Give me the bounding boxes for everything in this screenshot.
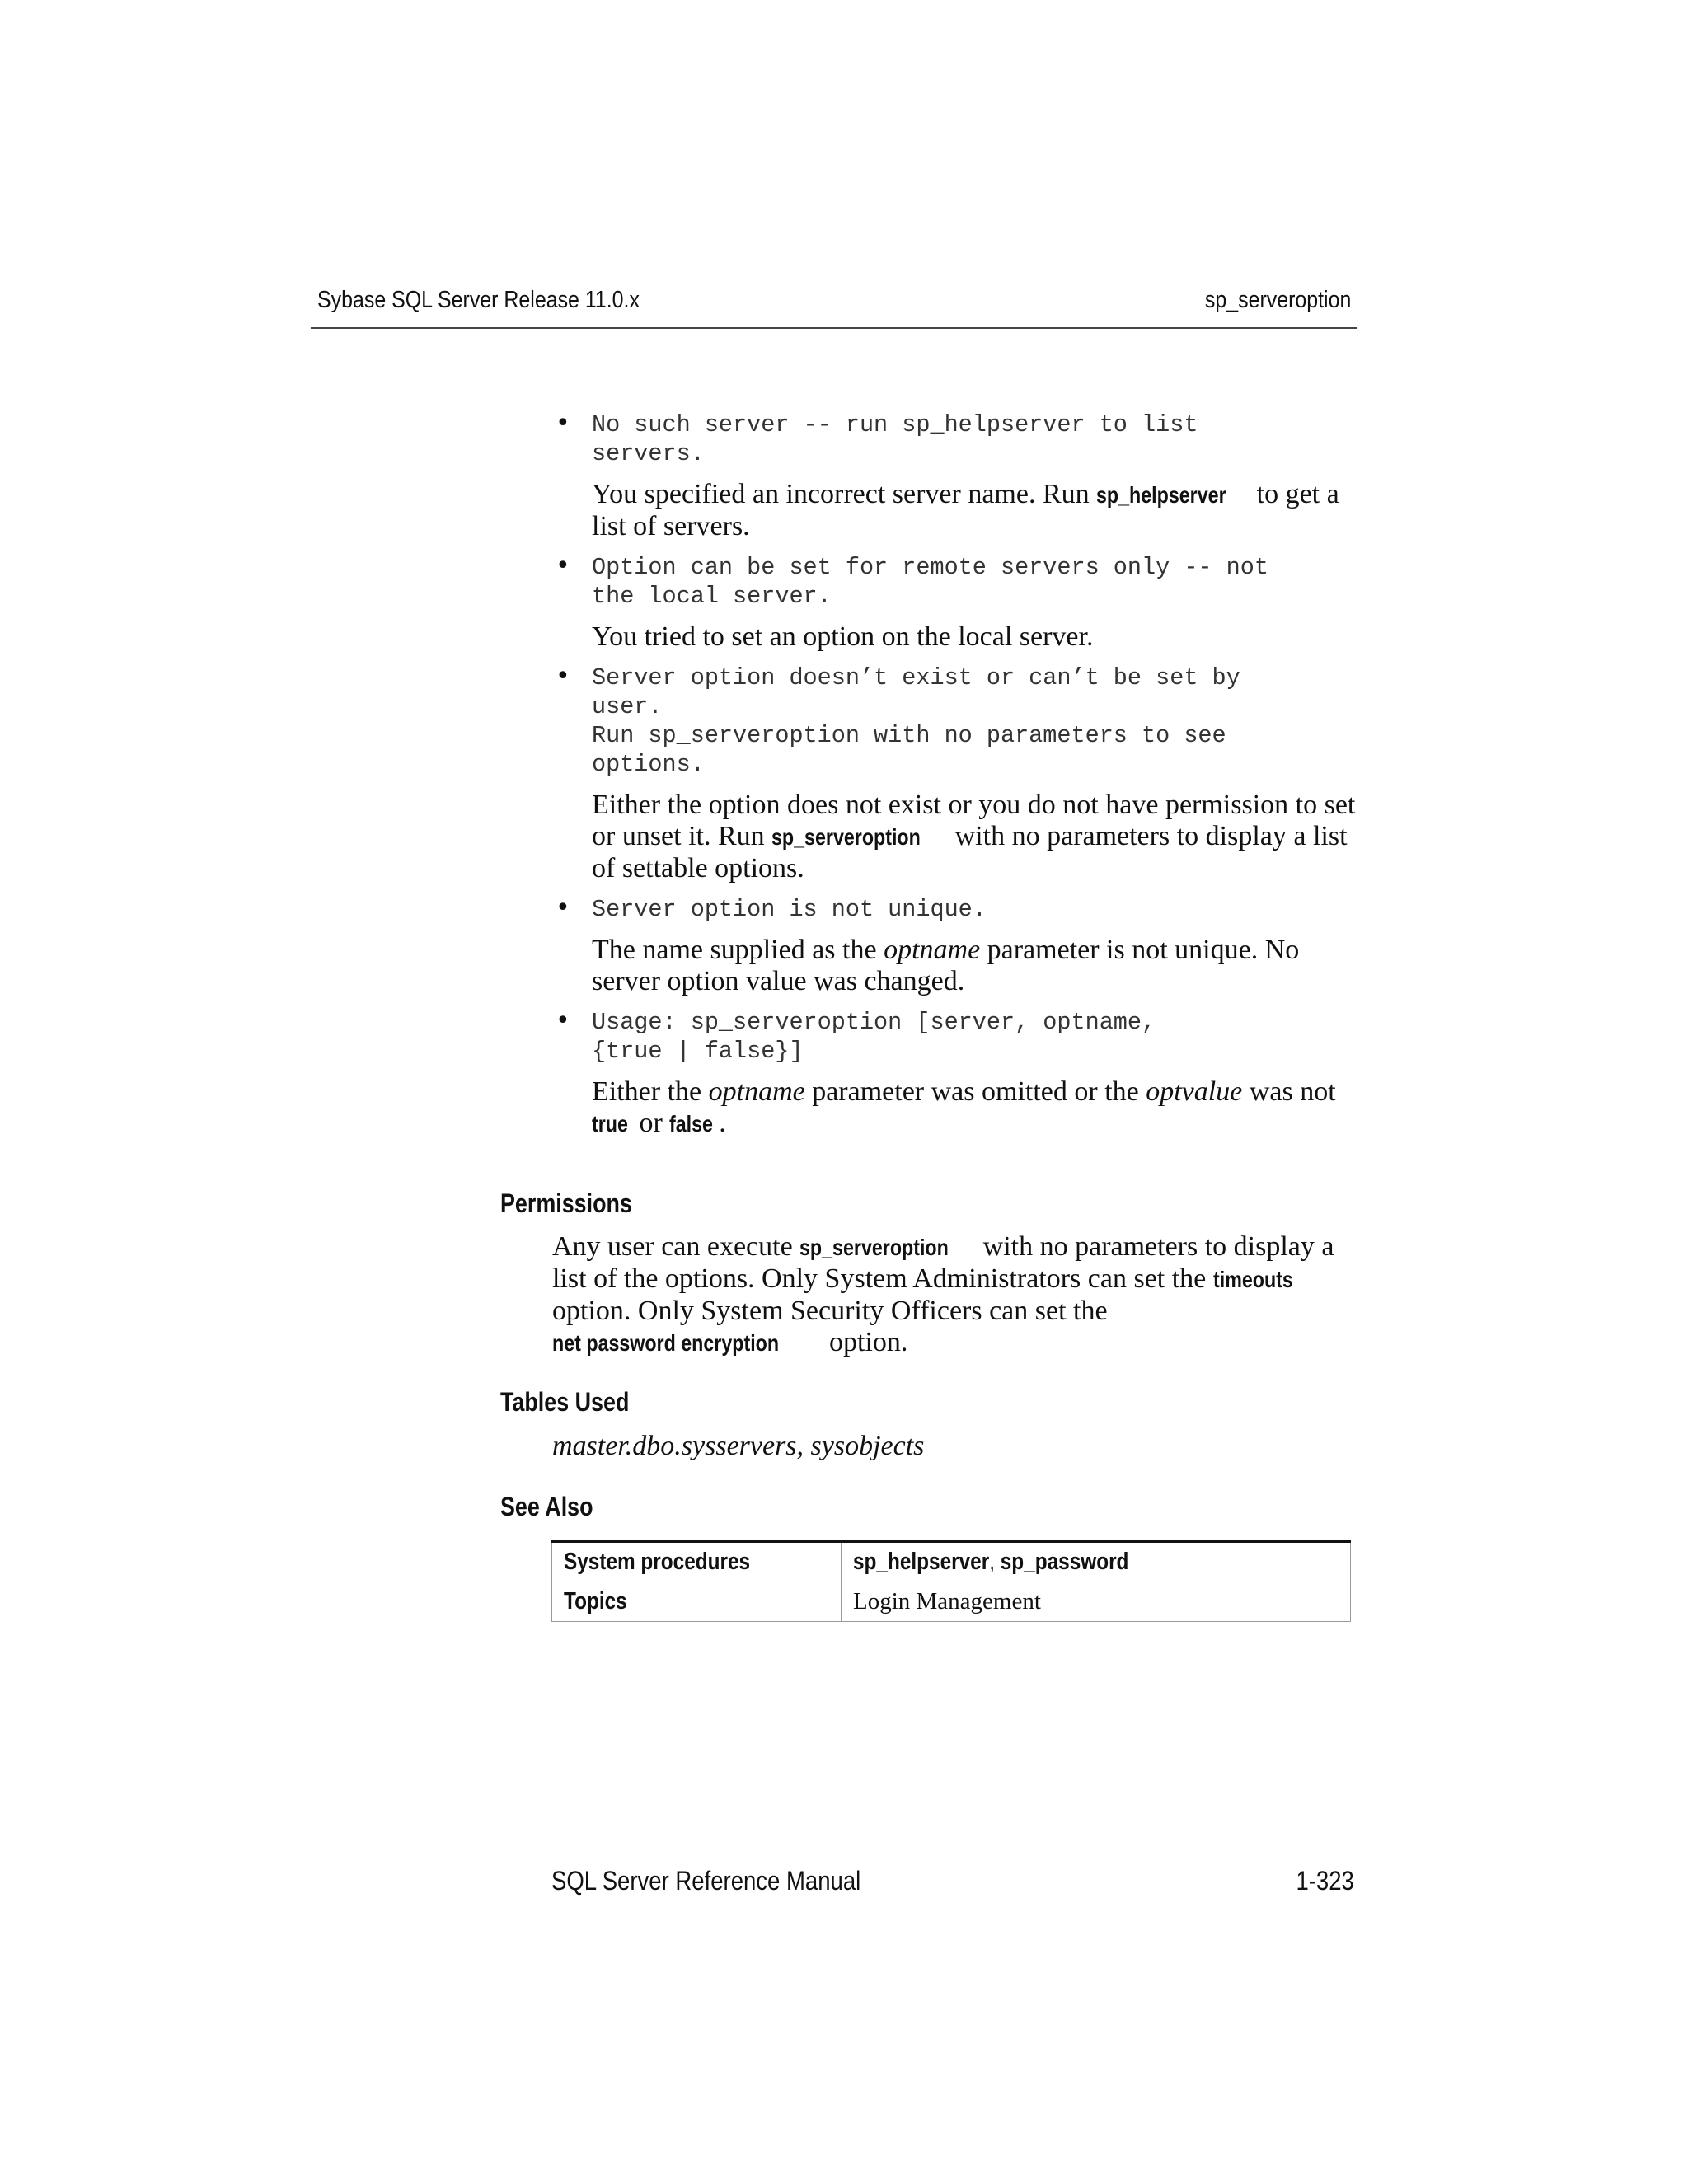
error-message-description: Either the optname parameter was omitted or the optvalue was not true or false . [592,1076,1336,1138]
error-message-code: No such server -- run sp_helpserver to list servers. [592,411,1198,467]
list-item [552,1008,1360,1140]
permissions-text: Any user can execute sp_serveroption with no parameters to display a list of the options. Only System Administrators can set the timeouts option. Only System Security Officers can set the net password encryption option. [552,1231,1334,1357]
error-message-description: Either the option does not exist or you do not have permission to set or unset it. Run sp_serveroption with no parameters to display a list of settable options. [592,790,1356,883]
bullet-icon: • [556,662,570,691]
table-cell: Topics [552,1582,842,1622]
running-header [317,287,1354,330]
list-item [552,553,1360,653]
error-message-description: The name supplied as the optname parameter is not unique. No server option value was changed. [592,935,1300,996]
list-item [552,895,1360,997]
error-message-description: You specified an incorrect server name. Run sp_helpserver to get a list of servers. [592,479,1339,541]
list-item [552,410,1360,542]
error-message-description: You tried to set an option on the local server. [592,621,1094,652]
option-name: timeouts [1212,1267,1293,1292]
table-row [552,1582,1351,1622]
bullet-icon: • [556,893,570,922]
error-message-code: Server option doesn’t exist or can’t be set by user. Run sp_serveroption with no parameters to see options. [592,664,1240,778]
error-message-list [552,410,1360,1151]
header-document-title: Sybase SQL Server Release 11.0.x [317,287,640,313]
keyword: true [592,1111,628,1137]
cross-reference-list: sp_helpserver, sp_password [853,1549,1129,1575]
tables-used-heading: Tables Used [500,1387,630,1417]
parameter-name: optname [708,1076,805,1107]
parameter-name: optvalue [1146,1076,1243,1107]
permissions-heading: Permissions [500,1188,632,1218]
parameter-name: optname [884,935,981,965]
footer-manual-title: SQL Server Reference Manual [551,1866,861,1896]
table-cell [842,1582,1351,1622]
table-row [552,1541,1351,1582]
header-section-name: sp_serveroption [1204,287,1351,313]
bullet-icon: • [556,1006,570,1035]
bullet-icon: • [556,409,570,438]
list-item [552,663,1360,884]
see-also-heading: See Also [500,1492,593,1521]
error-message-code: Usage: sp_serveroption [server, optname, {true | false}] [592,1009,1156,1065]
bullet-icon: • [556,551,570,580]
keyword: false [669,1111,714,1137]
command-name: sp_helpserver [1096,482,1226,508]
table-cell: System procedures [552,1541,842,1582]
page-number: 1-323 [1296,1866,1354,1896]
option-name: net password encryption [552,1330,780,1356]
tables-used-text: master.dbo.sysservers, sysobjects [552,1431,925,1461]
command-name: sp_serveroption [771,824,921,850]
error-message-code: Server option is not unique. [592,896,987,923]
command-name: sp_serveroption [799,1235,950,1260]
header-rule [311,327,1357,329]
see-also-table [551,1540,1351,1622]
table-cell [842,1541,1351,1582]
error-message-code: Option can be set for remote servers only -- not the local server. [592,554,1268,610]
topic-reference: Login Management [853,1588,1041,1615]
